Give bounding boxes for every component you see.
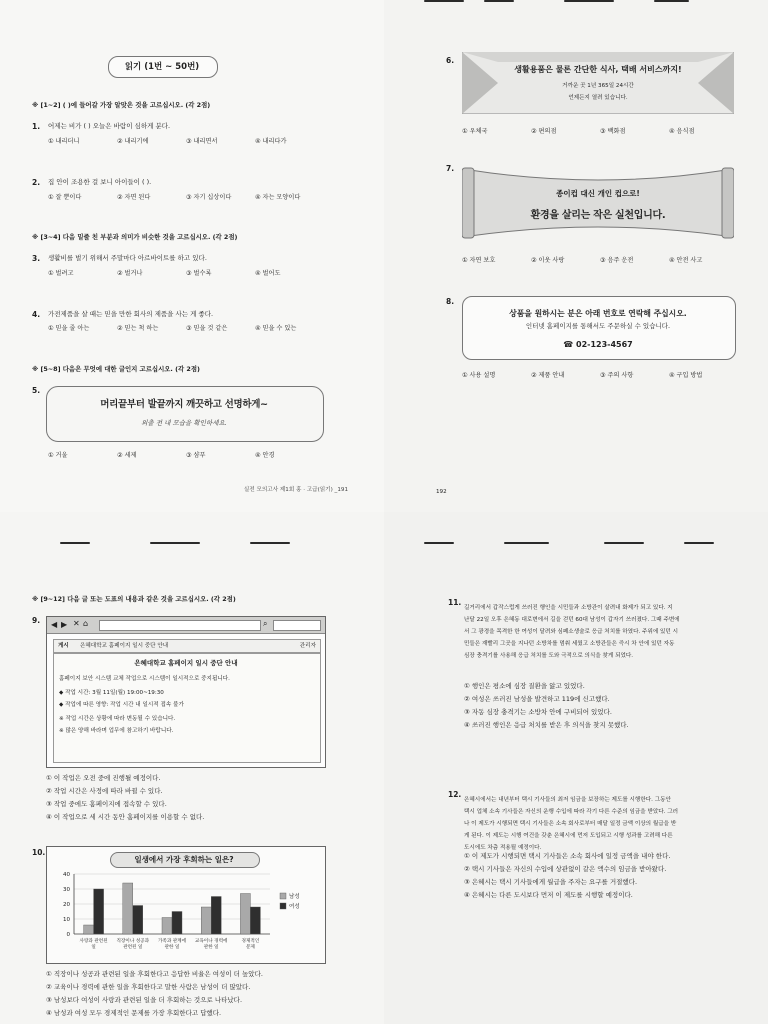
q7-option-3[interactable]: ③ 음주 운전 — [600, 257, 634, 264]
bar-male — [240, 894, 250, 935]
page-191 — [0, 0, 384, 512]
q8-number: 8. — [446, 297, 455, 306]
q11-option-1[interactable]: ① 행인은 평소에 심장 질환을 앓고 있었다. — [464, 682, 585, 690]
q3-number: 3. — [32, 254, 41, 263]
q7-line2: 환경을 살리는 작은 실천입니다. — [530, 210, 666, 221]
q8-option-3[interactable]: ③ 주의 사항 — [600, 372, 634, 379]
q7-line1: 종이컵 대신 개인 컵으로! — [556, 189, 640, 198]
x-tick-label: 경제적인 — [241, 939, 260, 944]
q3-option-3[interactable]: ③ 벌수록 — [186, 270, 212, 277]
q1-option-1[interactable]: ① 내리더니 — [48, 138, 80, 145]
q9-option-4[interactable]: ④ 이 작업으로 세 시간 동안 홈페이지를 이용할 수 없다. — [46, 813, 205, 821]
q11-text-line-2: 난달 22일 오후 은혜동 대로변에서 길을 걷던 60대 남성이 갑자기 쓰러졌다. 그때 주변에 — [464, 617, 680, 623]
q10-option-3[interactable]: ③ 남성보다 여성이 사랑과 관련된 일을 더 후회하는 것으로 나타났다. — [46, 996, 243, 1004]
x-tick-label: 교육이나 경력에 — [194, 939, 228, 944]
x-tick-label: 관한 일 — [203, 945, 219, 950]
q6-option-3[interactable]: ③ 백화점 — [600, 128, 626, 135]
top-edge-mark — [604, 542, 644, 544]
instruction-q3-4: ※ [3~4] 다음 밑줄 친 부분과 의미가 비슷한 것을 고르십시오. (각 2점) — [32, 233, 238, 241]
q11-text-line-4: 민들은 재빨리 그곳을 지나던 소방차를 멈춰 세웠고 소방관들은 즉시 차 안에 있던 자동 — [464, 641, 675, 647]
q12-option-3[interactable]: ③ 은혜시는 택시 기사들에게 월급을 주자는 요구를 거절했다. — [464, 878, 638, 886]
bar-male — [201, 907, 211, 934]
q7-option-2[interactable]: ② 이웃 사랑 — [531, 257, 565, 264]
bar-female — [250, 907, 260, 934]
notice-line-2: ◆ 작업 시간: 3월 11일(월) 19:00~19:30 — [59, 690, 164, 696]
q3-options — [48, 268, 324, 277]
q12-text-line-2: 택시 업체 소속 기사들은 자신의 운행 수입에 따라 각기 다른 수준의 임금을 받았다. 그러 — [464, 809, 679, 815]
top-edge-mark — [150, 542, 200, 544]
notice-admin: 관리자 — [299, 643, 316, 649]
address-bar[interactable] — [99, 620, 261, 631]
q4-option-2[interactable]: ② 믿는 척 하는 — [117, 325, 159, 332]
home-icon[interactable]: ⌂ — [83, 619, 89, 628]
q11-option-2[interactable]: ② 여성은 쓰러진 남성을 발견하고 119에 신고했다. — [464, 695, 610, 703]
q1-stem: 어제는 비가 ( ) 오늘은 바람이 심하게 분다. — [48, 122, 171, 130]
q7-option-1[interactable]: ① 자연 보호 — [462, 257, 496, 264]
q8-phone: ☎ 02-123-4567 — [563, 340, 633, 349]
bar-male — [123, 883, 133, 934]
q1-number: 1. — [32, 122, 41, 131]
q8-option-2[interactable]: ② 제품 안내 — [531, 372, 565, 379]
notice-title: 은혜대학교 홈페이지 일시 중단 안내 — [134, 659, 238, 667]
page-footer: 실전 모의고사 제1회 홍 · 고급(읽기) _191 — [243, 487, 348, 493]
q5-option-2[interactable]: ② 세제 — [117, 452, 137, 459]
y-tick-label: 0 — [66, 932, 70, 938]
q2-option-4[interactable]: ④ 자는 모양이다 — [255, 194, 301, 201]
x-tick-label: 문제 — [245, 945, 255, 950]
q3-option-4[interactable]: ④ 벌어도 — [255, 270, 281, 277]
q7-ribbon-banner — [462, 166, 734, 240]
bar-male — [162, 918, 172, 935]
legend-label: 여성 — [289, 904, 300, 910]
q5-option-4[interactable]: ④ 안경 — [255, 452, 275, 459]
search-icon[interactable]: ⌕ — [263, 619, 268, 628]
top-edge-mark — [60, 542, 90, 544]
bar-female — [172, 912, 182, 935]
y-tick-label: 40 — [63, 872, 70, 878]
instruction-q9-12: ※ [9~12] 다음 글 또는 도표의 내용과 같은 것을 고르십시오. (각 2점) — [32, 595, 236, 603]
q9-browser-window — [46, 616, 326, 768]
q8-line1: 상품을 원하시는 분은 아래 번호로 연락해 주십시오. — [509, 309, 687, 318]
q11-text-line-3: 서 그 광경을 목격한 한 여성이 달려와 심폐소생술로 응급 처치를 하였다. 주위에 있던 시 — [464, 629, 679, 635]
q1-option-3[interactable]: ③ 내리면서 — [186, 138, 218, 145]
top-edge-mark — [684, 542, 714, 544]
q10-number: 10. — [32, 848, 46, 857]
q12-option-2[interactable]: ② 택시 기사들은 자신의 수입에 상관없이 같은 액수의 임금을 받아왔다. — [464, 865, 667, 873]
q3-stem: 생활비를 벌기 위해서 주말마다 아르바이트를 하고 있다. — [48, 254, 207, 262]
q3-option-1[interactable]: ① 벌려고 — [48, 270, 74, 277]
q4-option-1[interactable]: ① 믿을 줄 아는 — [48, 325, 90, 332]
bar-male — [84, 925, 94, 934]
top-edge-mark — [250, 542, 290, 544]
q9-option-2[interactable]: ② 작업 시간은 사정에 따라 바뀔 수 있다. — [46, 787, 163, 795]
q8-option-1[interactable]: ① 사용 설명 — [462, 372, 496, 379]
q2-number: 2. — [32, 178, 41, 187]
back-icon[interactable]: ◀ — [51, 620, 58, 629]
top-edge-mark — [484, 0, 514, 2]
q4-stem: 가전제품을 살 때는 믿을 만한 회사의 제품을 사는 게 좋다. — [48, 310, 214, 318]
q6-number: 6. — [446, 56, 455, 65]
y-tick-label: 20 — [63, 902, 70, 908]
q5-subline: 외출 전 내 모습을 확인하세요. — [141, 419, 227, 427]
notice-header-row — [53, 639, 321, 653]
x-tick-label: 관한 일 — [164, 945, 180, 950]
q9-option-3[interactable]: ③ 작업 중에도 홈페이지에 접속할 수 있다. — [46, 800, 167, 808]
q2-option-2[interactable]: ② 자면 된다 — [117, 194, 151, 201]
q8-options — [462, 370, 738, 379]
legend-swatch — [280, 893, 286, 899]
q10-option-1[interactable]: ① 직장이나 성공과 관련된 일을 후회한다고 응답한 비율은 여성이 더 높았다. — [46, 970, 263, 978]
q12-option-4[interactable]: ④ 은혜시는 다른 도시보다 먼저 이 제도를 시행할 예정이다. — [464, 891, 633, 899]
x-tick-label: 직장이나 성공과 — [116, 939, 150, 944]
q5-headline: 머리끝부터 발끝까지 깨끗하고 선명하게~ — [100, 399, 268, 410]
q4-option-3[interactable]: ③ 믿을 것 같은 — [186, 325, 228, 332]
top-edge-mark — [504, 542, 549, 544]
q10-option-4[interactable]: ④ 남성과 여성 모두 경제적인 문제를 가장 후회한다고 답했다. — [46, 1009, 222, 1017]
q6-options — [462, 126, 738, 135]
q6-line2: 언제든지 열려 있습니다. — [568, 95, 628, 101]
notice-line-5: ※ 많은 양해 바라며 업무에 참고하기 바랍니다. — [59, 728, 174, 734]
y-tick-label: 30 — [63, 887, 70, 893]
q7-number: 7. — [446, 164, 455, 173]
q12-text-line-5: 도시에도 차츰 적용될 예정이다. — [464, 845, 542, 851]
page-193 — [0, 512, 384, 1024]
instruction-q5-8: ※ [5~8] 다음은 무엇에 대한 글인지 고르십시오. (각 2점) — [32, 365, 200, 373]
notice-line-3: ◆ 작업에 따른 영향: 작업 시간 내 일시적 접속 불가 — [59, 702, 184, 708]
top-edge-mark — [424, 542, 454, 544]
x-tick-label: 가족과 관계에 — [157, 939, 187, 944]
q5-options — [48, 450, 324, 459]
y-tick-label: 10 — [63, 917, 70, 923]
q1-options — [48, 136, 324, 145]
q5-option-3[interactable]: ③ 샴푸 — [186, 452, 206, 459]
notice-tab-title: 은혜대학교 홈페이지 일시 중단 안내 — [80, 643, 169, 649]
q4-number: 4. — [32, 310, 41, 319]
x-tick-label: 사랑과 관련된 — [79, 939, 108, 944]
q9-option-1[interactable]: ① 이 작업은 오전 중에 진행될 예정이다. — [46, 774, 161, 782]
chart-title: 일생에서 가장 후회하는 일은? — [134, 855, 234, 864]
notice-line-4: ※ 작업 시간은 상황에 따라 변동될 수 있습니다. — [59, 716, 176, 722]
bar-female — [133, 906, 143, 935]
q12-text-line-1: 은혜시에서는 내년부터 택시 기사들의 최저 임금을 보장하는 제도를 시행한다. 그동안 — [464, 797, 671, 803]
bar-female — [211, 897, 221, 935]
q7-option-4[interactable]: ④ 안전 사고 — [669, 257, 703, 264]
search-box[interactable] — [273, 620, 321, 631]
q7-options — [462, 255, 738, 264]
q4-option-4[interactable]: ④ 믿을 수 있는 — [255, 325, 297, 332]
q10-option-2[interactable]: ② 교육이나 경력에 관한 일을 후회한다고 말한 사람은 남성이 더 많았다. — [46, 983, 251, 991]
browser-toolbar — [47, 617, 325, 634]
q11-option-4[interactable]: ④ 쓰러진 행인은 응급 처치를 받은 후 의식을 찾지 못했다. — [464, 721, 629, 729]
q8-option-4[interactable]: ④ 구입 방법 — [669, 372, 703, 379]
section-title: 읽기 (1번 ~ 50번) — [124, 62, 200, 72]
page-number: 192 — [436, 489, 447, 495]
q5-ad-box — [46, 386, 324, 442]
notice-tab[interactable]: 게시 — [58, 643, 69, 649]
close-icon[interactable]: ✕ — [73, 619, 80, 628]
q2-option-3[interactable]: ③ 자기 십상이다 — [186, 194, 232, 201]
q12-text-line-3: 나 이 제도가 시행되면 택시 기사들은 소속 회사로부터 매달 일정 금액 이상의 월급을 받 — [464, 821, 677, 827]
q11-text-line-1: 길거리에서 갑작스럽게 쓰러진 행인을 시민들과 소방관이 살려내 화제가 되고 있다. 지 — [464, 605, 673, 611]
q3-option-2[interactable]: ② 벌거나 — [117, 270, 143, 277]
q11-text-line-5: 심장 충격기를 사용해 응급 처치를 도와 극적으로 의식을 찾게 되었다. — [464, 653, 634, 659]
q12-number: 12. — [448, 790, 462, 799]
q6-headline: 생활용품은 물론 간단한 식사, 택배 서비스까지! — [514, 65, 682, 74]
x-tick-label: 관련된 일 — [123, 945, 143, 950]
bar-female — [94, 889, 104, 934]
forward-icon[interactable]: ▶ — [61, 620, 68, 629]
q2-options — [48, 192, 324, 201]
top-edge-mark — [654, 0, 689, 2]
instruction-q1-2: ※ [1~2] ( )에 들어갈 가장 알맞은 것을 고르십시오. (각 2점) — [32, 101, 211, 109]
q1-option-2[interactable]: ② 내리기에 — [117, 138, 149, 145]
q6-option-4[interactable]: ④ 음식점 — [669, 128, 695, 135]
page-194 — [384, 512, 768, 1024]
legend-swatch — [280, 903, 286, 909]
top-edge-mark — [424, 0, 464, 2]
q5-number: 5. — [32, 386, 41, 395]
q6-option-2[interactable]: ② 편의점 — [531, 128, 557, 135]
legend-label: 남성 — [289, 894, 300, 900]
q8-line2: 인터넷 홈페이지를 통해서도 주문하실 수 있습니다. — [525, 322, 671, 330]
q5-option-1[interactable]: ① 거울 — [48, 452, 68, 459]
top-edge-mark — [564, 0, 614, 2]
q6-option-1[interactable]: ① 우체국 — [462, 128, 488, 135]
q9-number: 9. — [32, 616, 41, 625]
q4-options — [48, 323, 324, 332]
q2-stem: 집 안이 조용한 걸 보니 아이들이 ( ). — [48, 178, 152, 186]
x-tick-label: 일 — [91, 945, 96, 950]
q11-option-3[interactable]: ③ 자동 심장 충격기는 소방차 안에 구비되어 있었다. — [464, 708, 612, 716]
page-192 — [384, 0, 768, 512]
q6-line1: 거까운 곳 1년 365일 24시간 — [562, 83, 634, 89]
q12-text-line-4: 게 된다. 이 제도는 시행 여건을 갖춘 은혜시에 먼저 도입되고 시행 성과를 고려해 다른 — [464, 833, 673, 839]
notice-line-1: 홈페이지 보안 시스템 교체 작업으로 시스템이 일시적으로 중지됩니다. — [59, 676, 230, 682]
q12-option-1[interactable]: ① 이 제도가 시행되면 택시 기사들은 소속 회사에 일정 금액을 내야 한다. — [464, 852, 671, 860]
q11-number: 11. — [448, 598, 462, 607]
q1-option-4[interactable]: ④ 내리다가 — [255, 138, 287, 145]
bar-chart — [46, 868, 324, 960]
q2-option-1[interactable]: ① 잘 뿐이다 — [48, 194, 82, 201]
